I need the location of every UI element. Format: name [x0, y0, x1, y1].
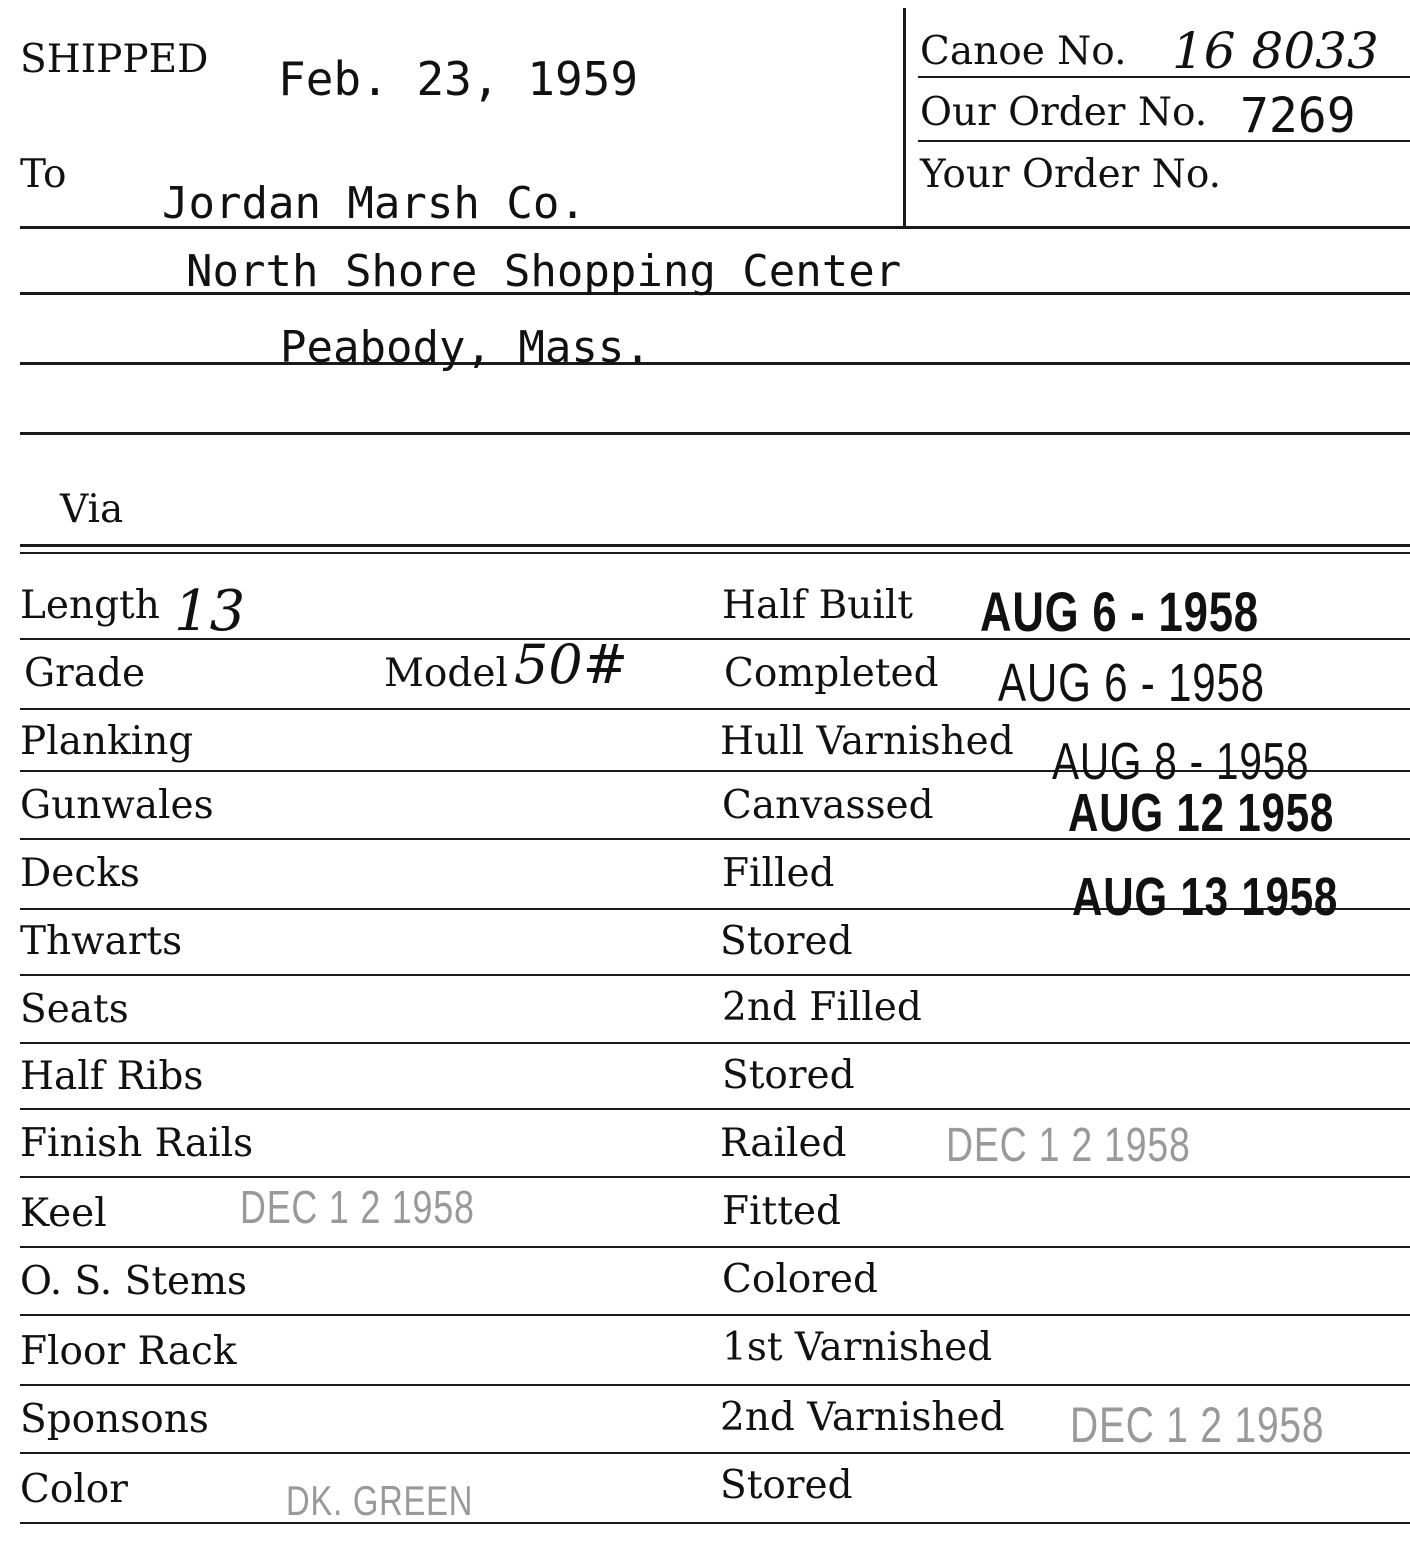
- model-value: 50#: [514, 633, 628, 696]
- hull-varnished-label: Hull Varnished: [720, 719, 1014, 764]
- half-ribs-label: Half Ribs: [20, 1054, 204, 1099]
- railed-date: DEC 1 2 1958: [946, 1119, 1191, 1172]
- address-line-1: Jordan Marsh Co.: [162, 178, 586, 229]
- color-stamp: DK. GREEN: [286, 1477, 474, 1524]
- half-built-date: AUG 6 - 1958: [980, 580, 1259, 643]
- stored-label-2: Stored: [722, 1053, 855, 1098]
- os-stems-label: O. S. Stems: [20, 1259, 248, 1304]
- shipped-label: SHIPPED: [20, 37, 209, 82]
- row-rule-10: [20, 1246, 1410, 1248]
- stored-label-1: Stored: [720, 919, 853, 964]
- model-label: Model: [384, 651, 508, 696]
- half-built-label: Half Built: [722, 583, 913, 628]
- address-rule-4: [20, 432, 1410, 435]
- filled-label: Filled: [722, 851, 835, 896]
- seats-label: Seats: [20, 987, 129, 1032]
- keel-label: Keel: [20, 1191, 107, 1236]
- canoe-no-label: Canoe No.: [920, 29, 1127, 74]
- canvassed-date: AUG 12 1958: [1068, 783, 1335, 843]
- grade-label: Grade: [24, 651, 146, 696]
- row-rule-14: [20, 1522, 1410, 1524]
- floor-rack-label: Floor Rack: [20, 1329, 237, 1374]
- gunwales-label: Gunwales: [20, 783, 214, 828]
- row-rule-9: [20, 1176, 1410, 1178]
- address-line-3: Peabody, Mass.: [280, 322, 651, 373]
- via-rule-inner: [20, 552, 1410, 554]
- thwarts-label: Thwarts: [20, 919, 183, 964]
- via-label: Via: [60, 487, 124, 532]
- row-rule-11: [20, 1314, 1410, 1316]
- our-order-label: Our Order No.: [920, 90, 1208, 135]
- finish-rails-label: Finish Rails: [20, 1121, 254, 1166]
- railed-label: Railed: [720, 1121, 847, 1166]
- color-label: Color: [20, 1467, 128, 1512]
- row-rule-8: [20, 1108, 1410, 1110]
- first-varnished-label: 1st Varnished: [722, 1325, 993, 1370]
- to-label: To: [20, 152, 67, 197]
- filled-date: AUG 13 1958: [1072, 867, 1339, 927]
- our-order-value: 7269: [1240, 88, 1356, 144]
- planking-label: Planking: [20, 719, 194, 764]
- canoe-no-value: 16 8033: [1172, 22, 1379, 80]
- address-line-2: North Shore Shopping Center: [186, 246, 902, 297]
- row-rule-12: [20, 1384, 1410, 1386]
- your-order-label: Your Order No.: [920, 152, 1222, 197]
- second-varnished-label: 2nd Varnished: [720, 1395, 1005, 1440]
- via-rule: [20, 544, 1410, 547]
- sponsons-label: Sponsons: [20, 1397, 209, 1442]
- second-filled-label: 2nd Filled: [722, 985, 922, 1030]
- hull-varnished-date: AUG 8 - 1958: [1052, 733, 1310, 791]
- length-label: Length: [20, 583, 160, 628]
- completed-label: Completed: [724, 651, 939, 696]
- length-value: 13: [174, 579, 246, 644]
- address-rule-3: [20, 362, 1410, 365]
- colored-label: Colored: [722, 1257, 878, 1302]
- row-rule-6: [20, 974, 1410, 976]
- decks-label: Decks: [20, 851, 140, 896]
- keel-stamp: DEC 1 2 1958: [240, 1181, 475, 1233]
- canvassed-label: Canvassed: [722, 783, 934, 828]
- fitted-label: Fitted: [722, 1189, 841, 1234]
- shipped-date: Feb. 23, 1959: [278, 52, 639, 106]
- stored-label-3: Stored: [720, 1463, 853, 1508]
- row-rule-7: [20, 1042, 1410, 1044]
- second-varnished-date: DEC 1 2 1958: [1070, 1397, 1325, 1453]
- completed-date: AUG 6 - 1958: [998, 653, 1265, 713]
- header-divider: [903, 8, 906, 228]
